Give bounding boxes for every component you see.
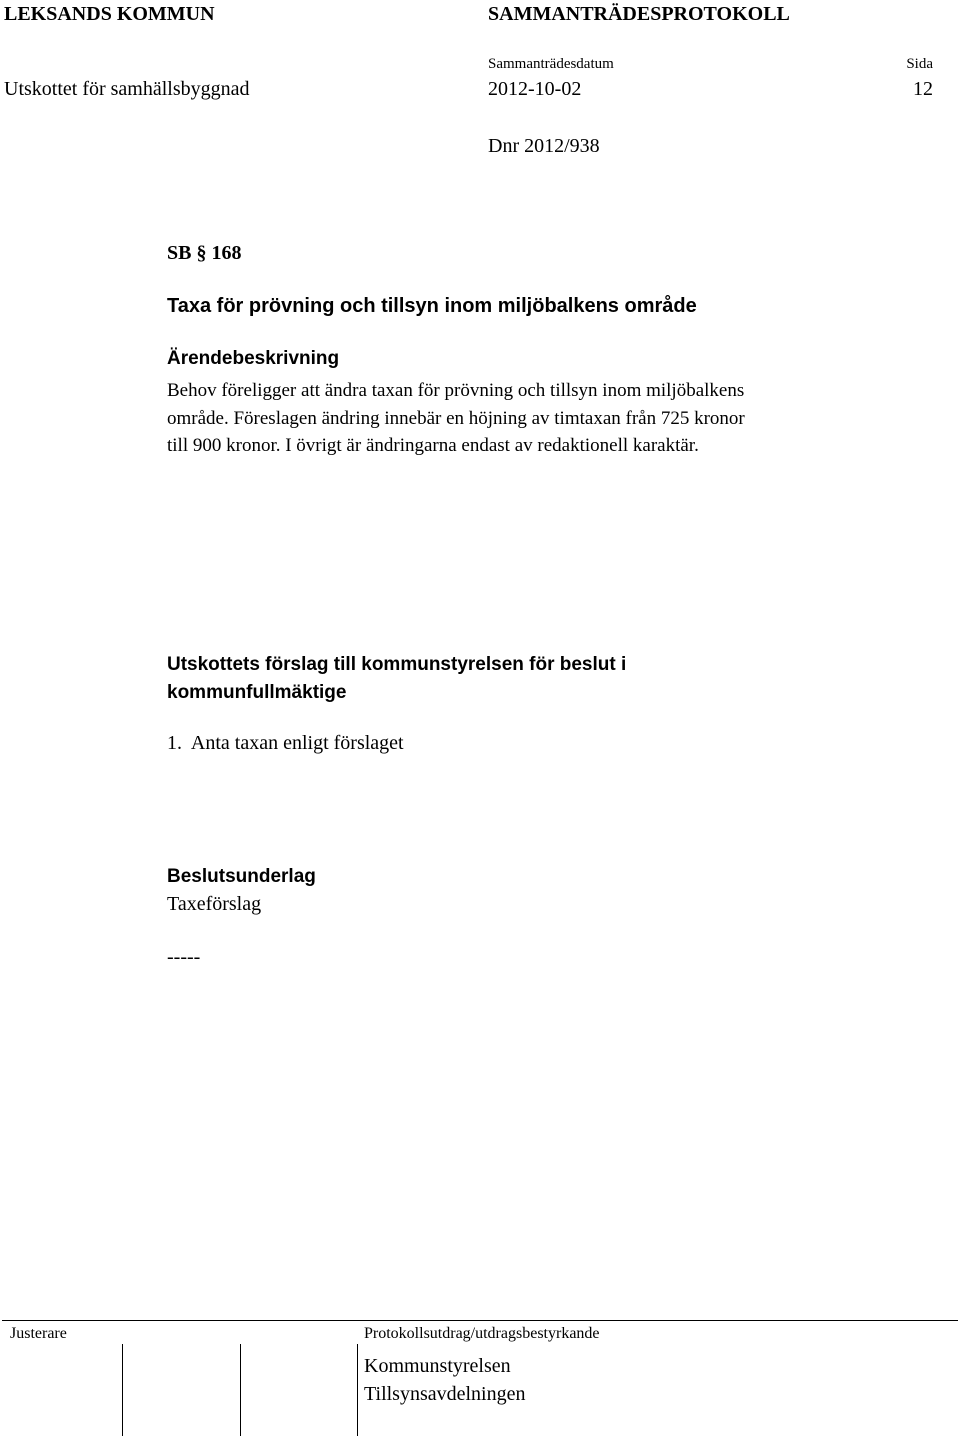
- proposal-heading-line: kommunfullmäktige: [167, 681, 347, 703]
- adjuster-label: Justerare: [10, 1325, 67, 1342]
- description-line: till 900 kronor. I övrigt är ändringarna endast av redaktionell karaktär.: [167, 435, 699, 456]
- recipient-kommunstyrelsen: Kommunstyrelsen: [364, 1355, 511, 1377]
- description-heading: Ärendebeskrivning: [167, 348, 340, 369]
- recipient-tillsynsavdelningen: Tillsynsavdelningen: [364, 1383, 526, 1405]
- extract-label: Protokollsutdrag/utdragsbestyrkande: [364, 1325, 600, 1342]
- section-separator: -----: [167, 946, 201, 968]
- case-title: Taxa för prövning och tillsyn inom miljöbalkens område: [167, 295, 697, 317]
- proposal-heading-line: Utskottets förslag till kommunstyrelsen för beslut i: [167, 654, 627, 675]
- footer-divider: [2, 1320, 958, 1321]
- signature-box-divider: [240, 1344, 241, 1436]
- description-text: [167, 377, 745, 460]
- page-label: Sida: [906, 56, 933, 72]
- case-number: SB § 168: [167, 242, 242, 264]
- basis-heading: Beslutsunderlag: [167, 866, 316, 887]
- organization-name: LEKSANDS KOMMUN: [4, 3, 215, 25]
- page-number: 12: [913, 78, 933, 100]
- committee-name: Utskottet för samhällsbyggnad: [4, 78, 250, 100]
- description-line: område. Föreslagen ändring innebär en höjning av timtaxan från 725 kronor: [167, 407, 745, 429]
- proposal-heading: [167, 651, 626, 706]
- meeting-date: 2012-10-02: [488, 78, 582, 100]
- diary-number: Dnr 2012/938: [488, 135, 600, 157]
- signature-box-divider: [357, 1344, 358, 1436]
- document-type: SAMMANTRÄDESPROTOKOLL: [488, 3, 790, 25]
- signature-box-divider: [122, 1344, 123, 1436]
- meeting-date-label: Sammanträdesdatum: [488, 56, 614, 72]
- description-line: Behov föreligger att ändra taxan för prövning och tillsyn inom miljöbalkens: [167, 380, 745, 401]
- proposal-item: 1. Anta taxan enligt förslaget: [167, 732, 404, 754]
- basis-item: Taxeförslag: [167, 893, 262, 915]
